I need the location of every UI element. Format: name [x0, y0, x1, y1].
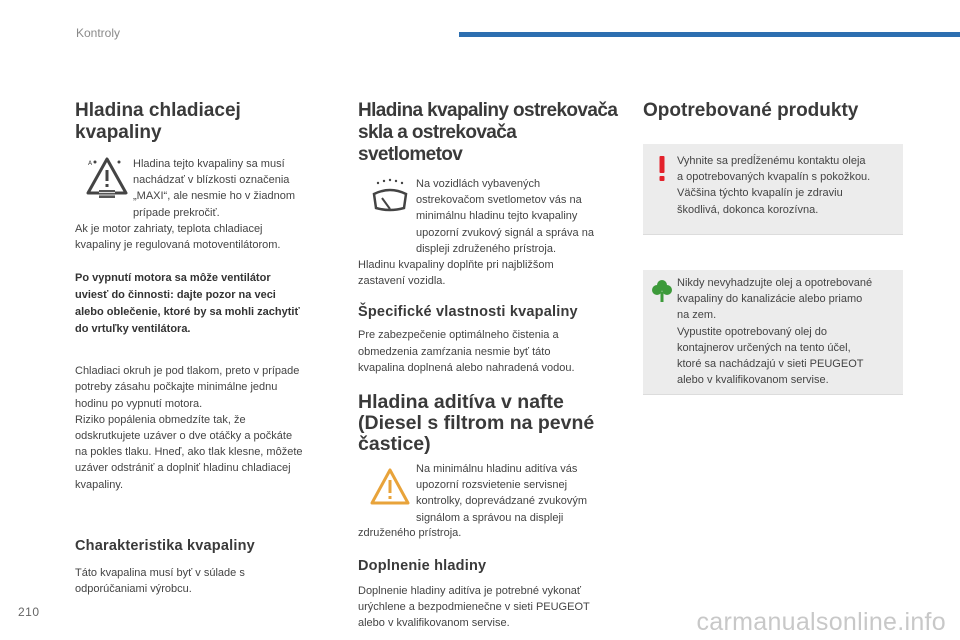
- used-products-title: Opotrebované produkty: [643, 100, 859, 121]
- section-header: Kontroly: [76, 26, 121, 40]
- svg-text:A: A: [88, 160, 93, 167]
- eco-box-text: Nikdy nevyhadzujte olej a opotrebované kvapaliny do kanalizácie alebo priamo na zem. Vypustite opotrebovaný olej do kontajnerov určených na tento účel, ktoré sa nachádzajú v sieti PEUGEOT alebo v kvalifikovanom servise.: [677, 277, 873, 387]
- washer-title: Hladina kvapaliny ostrekovača skla a ostrekovača svetlometov: [358, 100, 618, 165]
- additive-tail-text: združeného prístroja.: [358, 526, 462, 539]
- coolant-characteristics-text: Táto kvapalina musí byť v súlade s odporúčaniami výrobcu.: [75, 566, 245, 596]
- coolant-characteristics-title: Charakteristika kvapaliny: [75, 537, 255, 554]
- washer-icon-row: [358, 176, 620, 257]
- washer-icon-text: Na vozidlách vybavených ostrekovačom svetlometov vás na minimálnu hladinu tejto kvapaliny upozorní zvukový signál a správa na displeji združeného prístroja.: [416, 178, 594, 255]
- washer-spec-title: Špecifické vlastnosti kvapaliny: [358, 304, 578, 321]
- eco-box: [643, 270, 903, 395]
- additive-title: Hladina aditíva v nafte (Diesel s filtrom na pevné častice): [358, 391, 595, 456]
- coolant-paragraph-1: Ak je motor zahriaty, teplota chladiacej kvapaliny je regulovaná motoventilátorom.: [75, 222, 281, 252]
- warning-box: [643, 144, 903, 235]
- service-warning-icon: [368, 465, 412, 509]
- additive-icon-row: [358, 461, 620, 526]
- refill-text: Doplnenie hladiny aditíva je potrebné vykonať urýchlene a bezpodmienečne v sieti PEUGEOT alebo v kvalifikovanom servise.: [358, 585, 590, 630]
- washer-level-icon: [368, 176, 412, 220]
- column-used-products: [643, 100, 905, 122]
- tree-eco-icon: [651, 278, 673, 309]
- column-coolant: [75, 100, 337, 597]
- exclamation-icon: [651, 154, 673, 189]
- refill-title: Doplnenie hladiny: [358, 558, 487, 575]
- washer-spec-text: Pre zabezpečenie optimálneho čistenia a obmedzenia zamŕzania nesmie byť táto kvapalina doplnená alebo nahradená vodou.: [358, 329, 575, 374]
- warning-box-text: Vyhnite sa predĺženému kontaktu oleja a opotrebovaných kvapalín s pokožkou. Väčšina týchto kvapalín je zdraviu škodlivá, dokonca korozívna.: [677, 155, 871, 216]
- coolant-paragraph-2: Chladiaci okruh je pod tlakom, preto v prípade potreby zásahu počkajte minimálne jednu hodinu po vypnutí motora. Riziko popálenia obmedzíte tak, že odskrutkujete uzáver o dve otáčky a počkáte na pokles tlaku. Hneď, ako tlak klesne, môžete uzáver odstrániť a doplniť hladinu chladiacej kvapaliny.: [75, 365, 303, 491]
- watermark: carmanualsonline.info: [696, 608, 946, 636]
- coolant-fan-warning: Po vypnutí motora sa môže ventilátor uviesť do činnosti: dajte pozor na veci alebo oblečenie, ktoré by sa mohli zachytiť do vrtuľky ventilátora.: [75, 272, 300, 336]
- coolant-icon-row: [75, 156, 337, 221]
- column-washer: [358, 100, 620, 632]
- page-number: 210: [18, 605, 40, 619]
- washer-paragraph: Hladinu kvapaliny doplňte pri najbližšom zastavení vozidla.: [358, 259, 554, 288]
- coolant-title: Hladina chladiacej kvapaliny: [75, 100, 241, 143]
- coolant-icon-text: Hladina tejto kvapaliny sa musí nachádzať v blízkosti označenia „MAXI“, ale nesmie ho v žiadnom prípade prekročiť.: [133, 158, 296, 219]
- additive-icon-text: Na minimálnu hladinu aditíva vás upozorní rozsvietenie servisnej kontrolky, doprevádzané zvukovým signálom a správou na displeji: [416, 463, 587, 524]
- coolant-warning-icon: [85, 156, 129, 200]
- header-accent-bar: [459, 32, 960, 37]
